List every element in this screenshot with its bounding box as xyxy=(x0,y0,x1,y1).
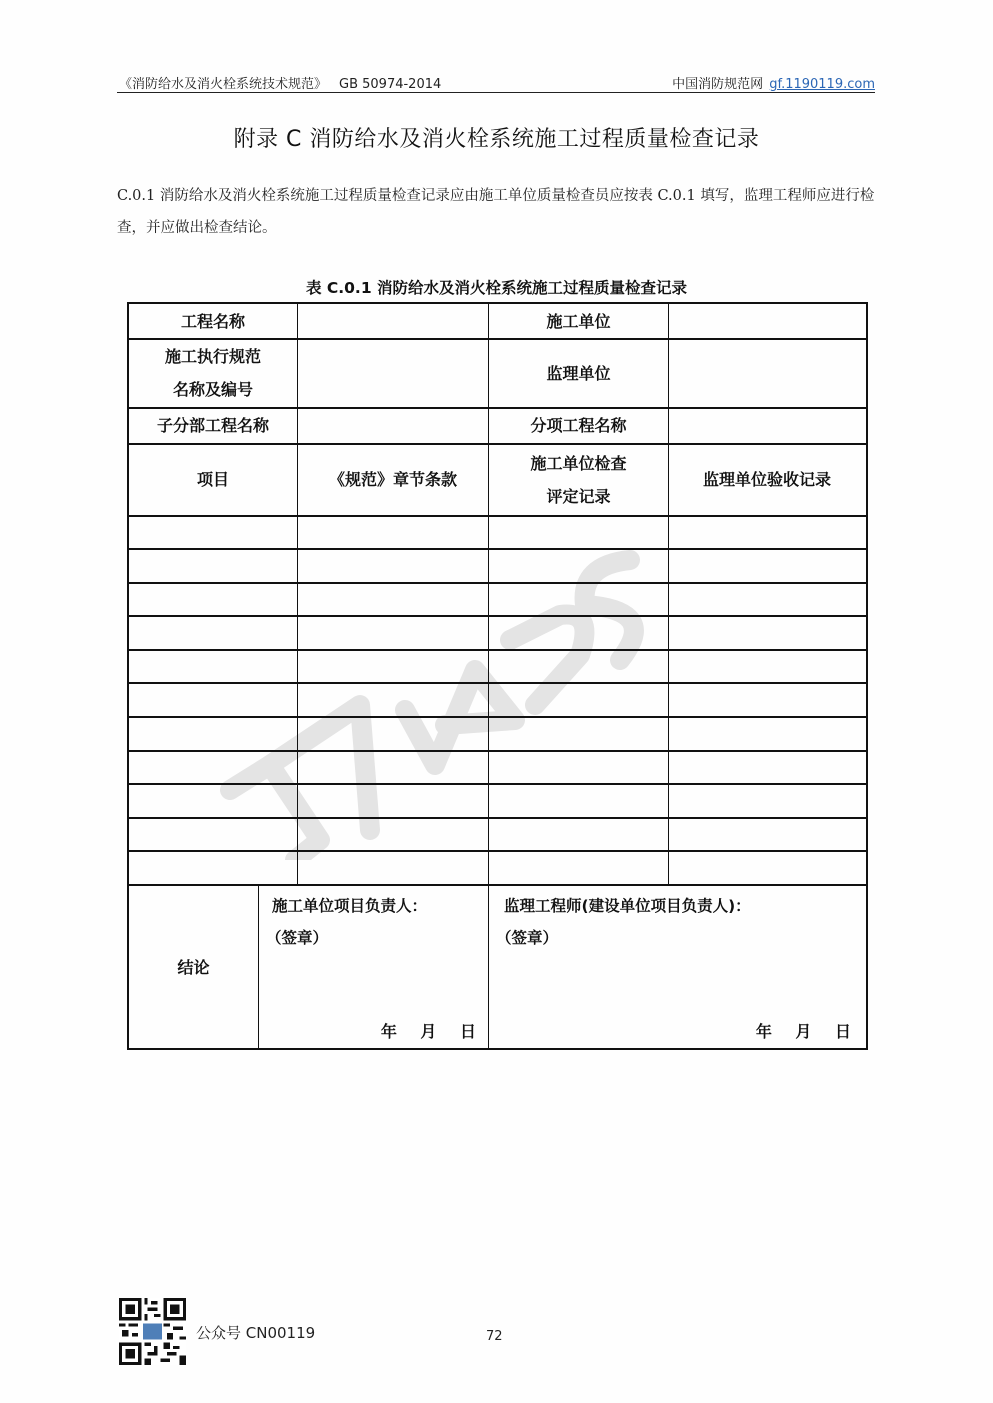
sub-division-field[interactable] xyxy=(298,408,488,443)
row-divider xyxy=(129,515,866,517)
qr-logo xyxy=(143,1324,162,1340)
row-divider xyxy=(129,682,866,684)
site-name: 中国消防规范网 xyxy=(672,77,764,92)
row-divider xyxy=(129,750,866,752)
contractor-record-line1: 施工单位检查 xyxy=(530,453,627,473)
row-divider xyxy=(129,817,866,819)
column-header-supervisor-record: 监理单位验收记录 xyxy=(702,470,831,489)
conclusion-label: 结论 xyxy=(177,957,210,977)
row-divider xyxy=(129,615,866,617)
supervisor-signature-block[interactable] xyxy=(490,886,865,1048)
quality-inspection-table xyxy=(127,302,868,1050)
row-divider xyxy=(129,548,866,550)
contractor-signature-block[interactable] xyxy=(260,886,488,1048)
supervisor-signer-label: 监理工程师(建设单位项目负责人)： xyxy=(504,897,751,915)
row-divider xyxy=(129,716,866,718)
page-number: 72 xyxy=(486,1329,503,1344)
column-divider xyxy=(258,884,259,1048)
column-header-item: 项目 xyxy=(196,470,229,489)
supervisor-seal-label: （签章） xyxy=(496,929,559,947)
header-site xyxy=(672,73,875,92)
appendix-title: 附录 C 消防给水及消火栓系统施工过程质量检查记录 xyxy=(233,127,760,152)
contractor-signer-label: 施工单位项目负责人： xyxy=(272,897,428,915)
table-caption: 表 C.0.1 消防给水及消火栓系统施工过程质量检查记录 xyxy=(305,279,687,297)
row-divider xyxy=(129,783,866,785)
qr-code-icon xyxy=(119,1298,186,1365)
header-document-title xyxy=(119,73,441,92)
contractor-record-line2: 评定记录 xyxy=(546,486,611,506)
supervisor-unit-field[interactable] xyxy=(669,339,865,407)
label-contractor: 施工单位 xyxy=(546,311,611,331)
standard-code: GB 50974-2014 xyxy=(339,77,442,92)
label-sub-division: 子分部工程名称 xyxy=(156,416,269,435)
footer-account: 公众号 CN00119 xyxy=(196,1324,316,1342)
standard-name-field[interactable] xyxy=(298,339,488,407)
site-link[interactable]: gf.1190119.com xyxy=(769,77,875,92)
project-name-field[interactable] xyxy=(298,304,488,338)
column-header-clause: 《规范》章节条款 xyxy=(328,470,457,489)
label-standard-line2: 名称及编号 xyxy=(172,380,253,399)
row-divider xyxy=(129,850,866,852)
running-header xyxy=(117,72,875,93)
label-standard-line1: 施工执行规范 xyxy=(164,347,261,366)
label-sub-item: 分项工程名称 xyxy=(530,416,627,435)
document-title-text: 《消防给水及消火栓系统技术规范》 xyxy=(119,77,328,92)
contractor-field[interactable] xyxy=(669,304,865,338)
sub-item-field[interactable] xyxy=(669,408,865,443)
supervisor-date: 年 月 日 xyxy=(755,1022,851,1041)
row-divider xyxy=(129,582,866,584)
contractor-seal-label: （签章） xyxy=(266,929,329,947)
column-header-contractor-record xyxy=(489,444,668,515)
label-project-name: 工程名称 xyxy=(180,311,245,331)
label-standard-name xyxy=(129,339,297,407)
contractor-date: 年 月 日 xyxy=(380,1022,476,1041)
label-supervisor-unit: 监理单位 xyxy=(546,363,611,383)
clause-text: C.0.1 消防给水及消火栓系统施工过程质量检查记录应由施工单位质量检查员应按表 C.0.1 填写，监理工程师应进行检查，并应做出检查结论。 xyxy=(117,188,875,236)
row-divider xyxy=(129,649,866,651)
